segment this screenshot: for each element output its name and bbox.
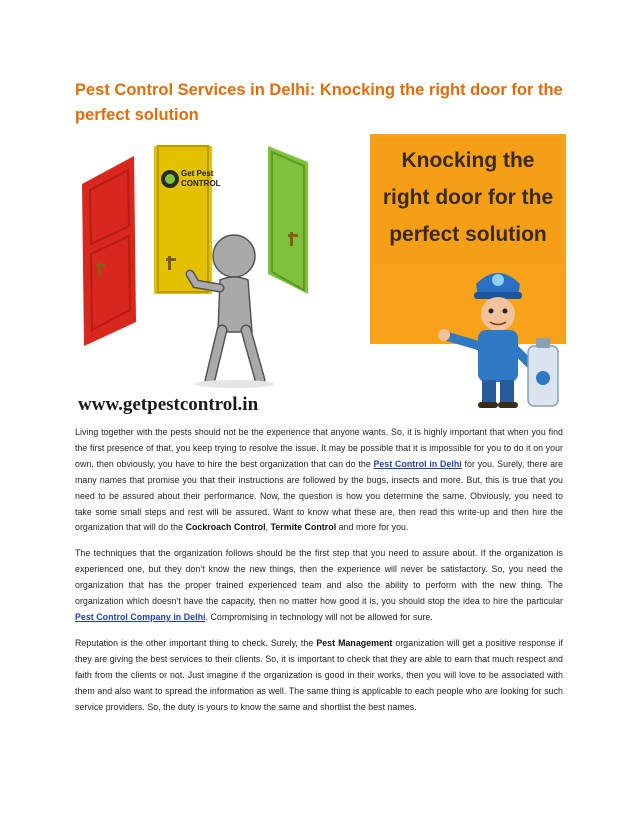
logo-line-2: CONTROL	[181, 179, 221, 188]
paragraph-3: Reputation is the other important thing to check. Surely, the Pest Management organization will get a positive response if they are giving the best services to their clients. So, it is important to check that they are able to earn that much respect and faith from the clients or not. Just imagine if the organization is good in their works, then you will love to be associated with them and also want to spread the information as well. The same thing is applicable to each people who are looking for such service providers. So, the duty is yours to know the same and shortlist the best names.	[75, 637, 563, 712]
sprayer-tank	[528, 338, 558, 406]
logo-line-1: Get Pest	[181, 169, 214, 178]
headline-line-3: perfect solution	[389, 223, 547, 246]
bold-termite-control: Termite Control	[270, 522, 337, 533]
headline-line-1: Knocking the	[401, 149, 535, 172]
page-title: Pest Control Services in Delhi: Knocking the right door for the perfect solution	[75, 81, 563, 124]
hero-image	[78, 134, 566, 418]
bold-cockroach-control: Cockroach Control	[185, 522, 266, 533]
paragraph-2: The techniques that the organization follows should be the first step that you need to assure about. If the organization is experienced one, but they don’t know the new things, then the experience will never be satisfactory. So, you need the organization that has the proper trained experienced team and also the ability to perform with the new thing. The organization which doesn’t have the capacity, then no matter how good it is, you should stop the idea to hire the particular Pest Control Company in Delhi. Compromising in technology will not be allowed for sure.	[75, 548, 563, 622]
paragraph-1: Living together with the pests should not be the experience that anyone wants. So, it is highly important that when you find the first presence of that, you keep trying to resolve the issue. It may be possible that it is impossible for you to do it on your own, then obviously, you have to hire the best organization that can do the Pest Control in Delhi for you. Surely, there are many names that promise you that their instructions are followed by the bugs, insects and more. But, this is true that you need to be assured about their performance. Now, the question is how you determine the same. Obviously, you need to take some small steps and rest will be assured. Want to know what these are, then read this write-up and then hire the organization that will do the Cockroach Control, Termite Control and more for you.	[75, 427, 563, 533]
link-pest-control-delhi[interactable]: Pest Control in Delhi	[373, 458, 462, 469]
green-door	[268, 146, 308, 294]
headline-line-2: right door for the	[382, 186, 554, 209]
article-body	[75, 425, 563, 725]
red-door	[82, 156, 136, 346]
link-pest-control-company-delhi[interactable]: Pest Control Company in Delhi	[75, 611, 206, 622]
bold-pest-management: Pest Management	[316, 637, 393, 648]
website-url: www.getpestcontrol.in	[78, 394, 259, 415]
